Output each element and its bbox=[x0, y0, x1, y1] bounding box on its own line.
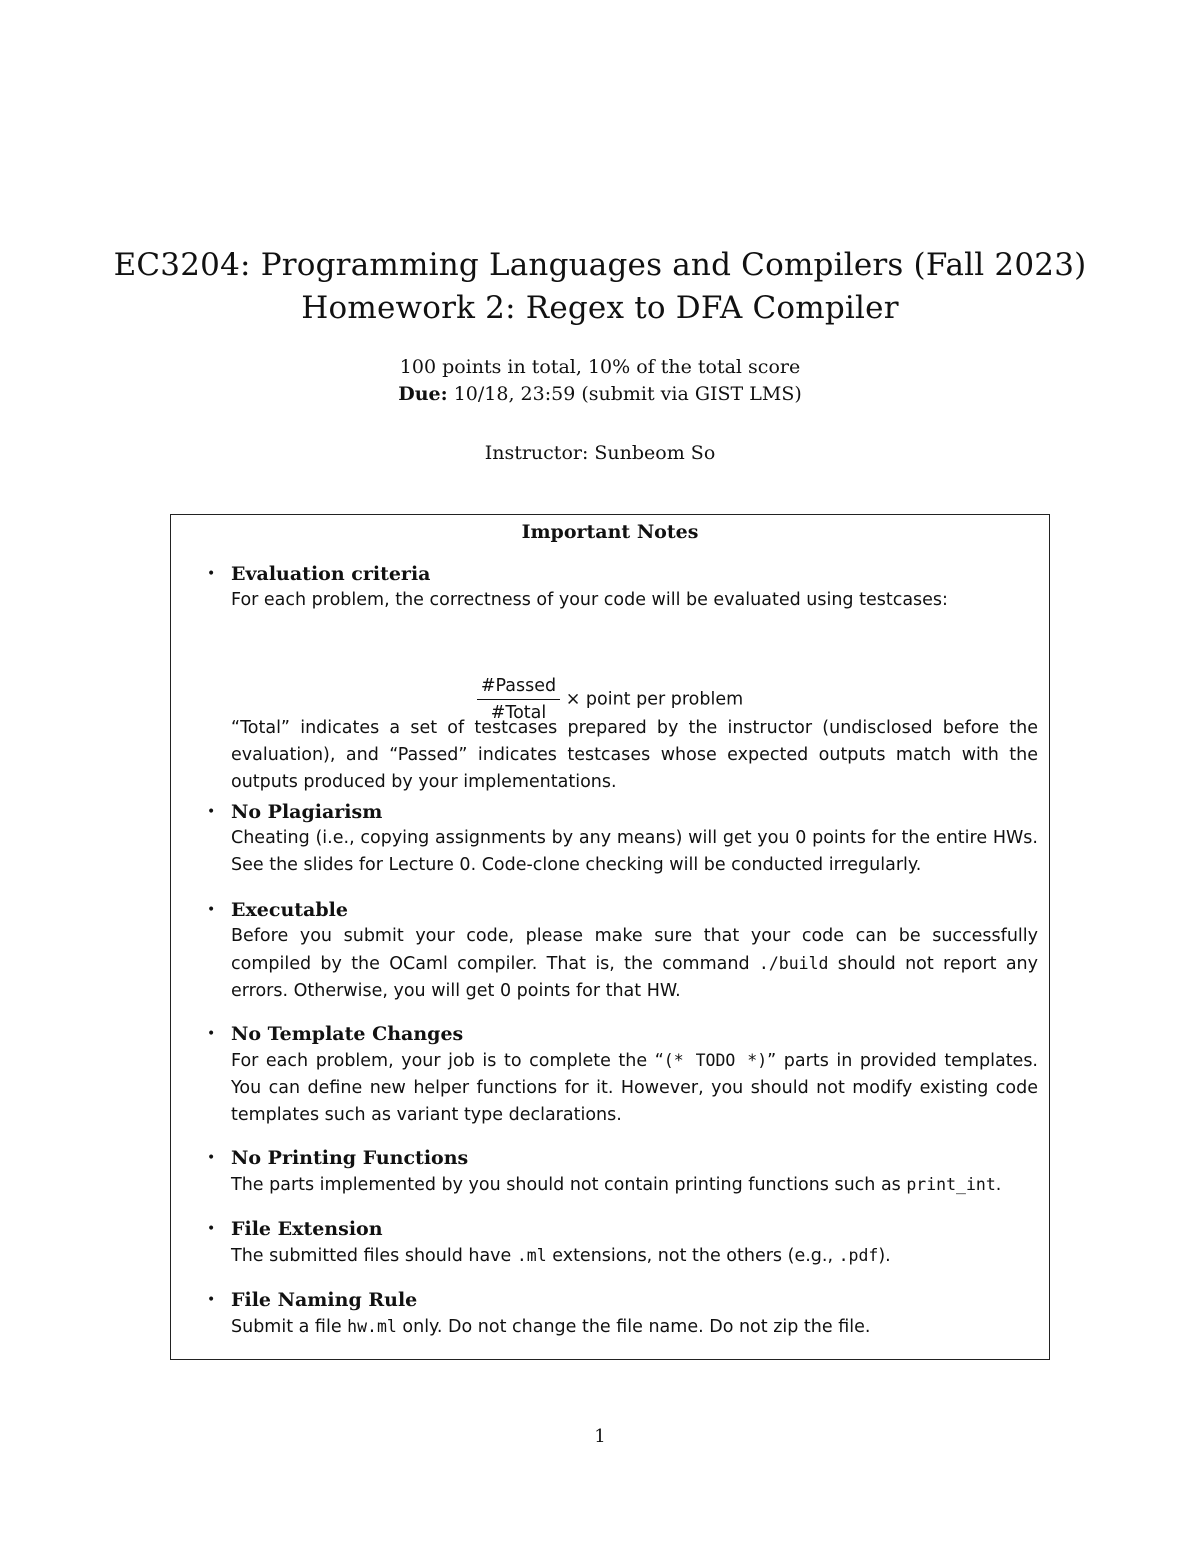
document-title bbox=[0, 244, 1200, 330]
note-title: File Naming Rule bbox=[231, 1289, 418, 1311]
body-text: Submit a file bbox=[231, 1317, 348, 1337]
note-evaluation bbox=[171, 561, 1049, 792]
ml-extension: .ml bbox=[516, 1246, 547, 1265]
course-title: EC3204: Programming Languages and Compilers (Fall 2023) bbox=[113, 247, 1087, 283]
bullet-icon: • bbox=[207, 1292, 216, 1308]
build-command: ./build bbox=[758, 954, 829, 973]
note-title: No Template Changes bbox=[231, 1023, 464, 1045]
note-body: For each problem, the correctness of your code will be evaluated using testcases: bbox=[231, 590, 948, 610]
formula-numerator: #Passed bbox=[477, 675, 560, 700]
pdf-extension: .pdf bbox=[838, 1246, 879, 1265]
formula-denominator: #Total bbox=[490, 703, 547, 723]
bullet-icon: • bbox=[207, 1026, 216, 1042]
note-body bbox=[231, 1047, 1038, 1129]
body-text: should not report any errors. Otherwise, you will get 0 points for that HW. bbox=[231, 954, 1038, 1001]
note-body: Cheating (i.e., copying assignments by any means) will get you 0 points for the entire HWs. See the slides for Lecture 0. Code-clone checking will be conducted irregularly. bbox=[231, 828, 1038, 875]
body-text: Before you submit your code, please make sure that your code can be successfully compiled by the OCaml compiler. That is, the command bbox=[231, 926, 1038, 974]
body-text: ). bbox=[878, 1246, 891, 1266]
bullet-icon: • bbox=[207, 804, 216, 820]
bullet-icon: • bbox=[207, 566, 216, 582]
todo-marker: (* TODO *) bbox=[663, 1051, 768, 1070]
notes-heading: Important Notes bbox=[521, 521, 699, 543]
formula-rest: × point per problem bbox=[565, 689, 744, 710]
note-title: Evaluation criteria bbox=[231, 563, 431, 585]
homework-title: Homework 2: Regex to DFA Compiler bbox=[301, 290, 899, 326]
body-text: For each problem, your job is to complete the “ bbox=[231, 1051, 664, 1071]
note-title: File Extension bbox=[231, 1218, 383, 1240]
body-text: The submitted files should have bbox=[231, 1246, 517, 1266]
page-number: 1 bbox=[594, 1426, 606, 1447]
note-body bbox=[231, 1171, 1038, 1199]
body-text: ” parts in provided templates. You can define new helper functions for it. However, you should not modify existing code templates such as variant type declarations. bbox=[231, 1051, 1038, 1125]
due-line bbox=[0, 381, 1200, 408]
body-text: . bbox=[995, 1175, 1002, 1195]
note-title: No Printing Functions bbox=[231, 1147, 469, 1169]
note-body bbox=[231, 1313, 1038, 1341]
note-title: No Plagiarism bbox=[231, 801, 383, 823]
body-text: The parts implemented by you should not contain printing functions such as bbox=[231, 1175, 907, 1195]
due-label: Due: bbox=[398, 383, 448, 405]
important-notes-box bbox=[170, 514, 1050, 1360]
points-line: 100 points in total, 10% of the total score bbox=[399, 356, 801, 378]
body-text: extensions, not the others (e.g., bbox=[546, 1246, 839, 1266]
bullet-icon: • bbox=[207, 902, 216, 918]
assignment-meta bbox=[0, 354, 1200, 408]
bullet-icon: • bbox=[207, 1150, 216, 1166]
due-value: 10/18, 23:59 (submit via GIST LMS) bbox=[447, 383, 802, 405]
print-function: print_int bbox=[906, 1175, 996, 1194]
note-title: Executable bbox=[231, 899, 348, 921]
hw-filename: hw.ml bbox=[347, 1317, 397, 1336]
evaluation-explanation: “Total” indicates a set of testcases prepared by the instructor (undisclosed before the evaluation), and “Passed” indicates testcases whose expected outputs match with the outputs produced by your implementations. bbox=[231, 718, 1038, 792]
bullet-icon: • bbox=[207, 1221, 216, 1237]
instructor-line: Instructor: Sunbeom So bbox=[484, 442, 716, 464]
note-body bbox=[231, 1242, 1038, 1270]
note-body bbox=[231, 923, 1038, 1005]
body-text: only. Do not change the file name. Do not zip the file. bbox=[396, 1317, 871, 1337]
